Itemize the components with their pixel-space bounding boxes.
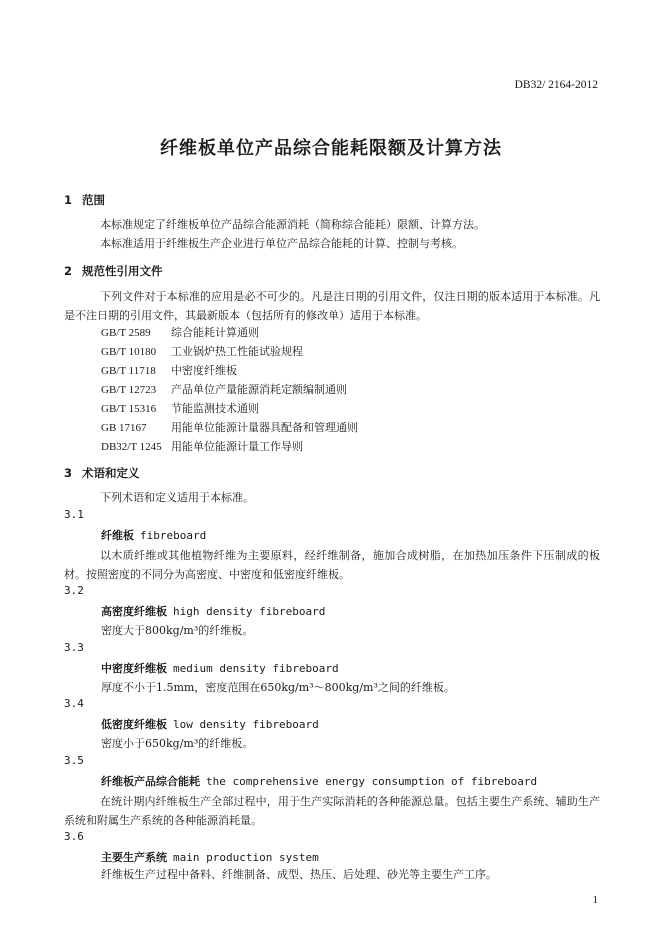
section-title: 术语和定义 xyxy=(82,466,140,480)
reference-code: GB/T 12723 xyxy=(101,384,157,396)
term-definition: 以木质纤维或其他植物纤维为主要原料，经纤维制备，施加合成树脂，在加热加压条件下压制成的板材。按照密度的不同分为高密度、中密度和低密度纤维板。 xyxy=(64,549,600,581)
term-definition: 密度大于800kg/m³的纤维板。 xyxy=(101,624,254,637)
clause-number: 3.2 xyxy=(64,584,84,597)
section-title: 规范性引用文件 xyxy=(82,264,163,278)
reference-code: GB 17167 xyxy=(101,422,147,434)
reference-code: DB32/T 1245 xyxy=(101,441,162,453)
term-english: the comprehensive energy consumption of fibreboard xyxy=(206,775,538,788)
term-definition: 密度小于650kg/m³的纤维板。 xyxy=(101,737,254,750)
term xyxy=(101,773,537,789)
reference-item xyxy=(101,400,259,416)
term xyxy=(101,603,325,619)
standard-code: DB32/ 2164-2012 xyxy=(514,79,598,91)
reference-name: 用能单位能源计量器具配备和管理通则 xyxy=(171,421,358,434)
term xyxy=(101,716,319,732)
term-english: main production system xyxy=(173,851,319,864)
section-number: 1 xyxy=(64,193,73,207)
term-definition: 在统计期内纤维板生产全部过程中，用于生产实际消耗的各种能源总量。包括主要生产系统、辅助生产系统和附属生产系统的各种能源消耗量。 xyxy=(64,795,600,827)
reference-item xyxy=(101,438,303,454)
clause-number: 3.4 xyxy=(64,697,84,710)
clause-number: 3.3 xyxy=(64,641,84,654)
term-english: fibreboard xyxy=(140,529,207,542)
reference-item xyxy=(101,343,303,359)
section-number: 3 xyxy=(64,466,73,480)
section-heading-1 xyxy=(64,192,105,208)
term-chinese: 纤维板 xyxy=(101,529,134,542)
term-definition: 纤维板生产过程中备料、纤维制备、成型、热压、后处理、砂光等主要生产工序。 xyxy=(101,868,497,881)
term-english: high density fibreboard xyxy=(173,605,326,618)
page-title: 纤维板单位产品综合能耗限额及计算方法 xyxy=(160,138,502,159)
reference-code: GB/T 2589 xyxy=(101,327,151,339)
reference-item xyxy=(101,362,237,378)
reference-code: GB/T 11718 xyxy=(101,365,156,377)
section-number: 2 xyxy=(64,264,73,278)
paragraph: 本标准规定了纤维板单位产品综合能源消耗（简称综合能耗）限额、计算方法。 xyxy=(100,218,485,231)
term xyxy=(101,660,339,676)
paragraph: 本标准适用于纤维板生产企业进行单位产品综合能耗的计算、控制与考核。 xyxy=(100,237,463,250)
page-number: 1 xyxy=(592,894,598,906)
term-chinese: 中密度纤维板 xyxy=(101,662,167,675)
term-chinese: 低密度纤维板 xyxy=(101,718,167,731)
reference-item xyxy=(101,324,259,340)
paragraph: 下列术语和定义适用于本标准。 xyxy=(100,491,254,504)
term-chinese: 高密度纤维板 xyxy=(101,605,167,618)
reference-name: 用能单位能源计量工作导则 xyxy=(171,440,303,453)
term-english: medium density fibreboard xyxy=(173,662,339,675)
reference-name: 产品单位产量能源消耗定额编制通则 xyxy=(171,383,347,396)
clause-number: 3.1 xyxy=(64,508,84,521)
term xyxy=(101,849,319,865)
clause-number: 3.6 xyxy=(64,830,84,843)
term-definition: 厚度不小于1.5mm，密度范围在650kg/m³～800kg/m³之间的纤维板。 xyxy=(101,681,455,694)
paragraph: 下列文件对于本标准的应用是必不可少的。凡是注日期的引用文件，仅注日期的版本适用于本标准。凡是不注日期的引用文件，其最新版本（包括所有的修改单）适用于本标准。 xyxy=(64,290,600,322)
section-heading-3 xyxy=(64,465,140,481)
section-heading-2 xyxy=(64,263,163,279)
reference-name: 中密度纤维板 xyxy=(171,364,237,377)
term xyxy=(101,527,206,543)
term-english: low density fibreboard xyxy=(173,718,319,731)
reference-item xyxy=(101,419,358,435)
reference-name: 节能监测技术通则 xyxy=(171,402,259,415)
term-chinese: 纤维板产品综合能耗 xyxy=(101,775,200,788)
reference-item xyxy=(101,381,347,397)
reference-code: GB/T 10180 xyxy=(101,346,157,358)
clause-number: 3.5 xyxy=(64,754,84,767)
section-title: 范围 xyxy=(82,193,105,207)
term-chinese: 主要生产系统 xyxy=(101,851,167,864)
reference-name: 综合能耗计算通则 xyxy=(171,326,259,339)
reference-name: 工业锅炉热工性能试验规程 xyxy=(171,345,303,358)
reference-code: GB/T 15316 xyxy=(101,403,157,415)
